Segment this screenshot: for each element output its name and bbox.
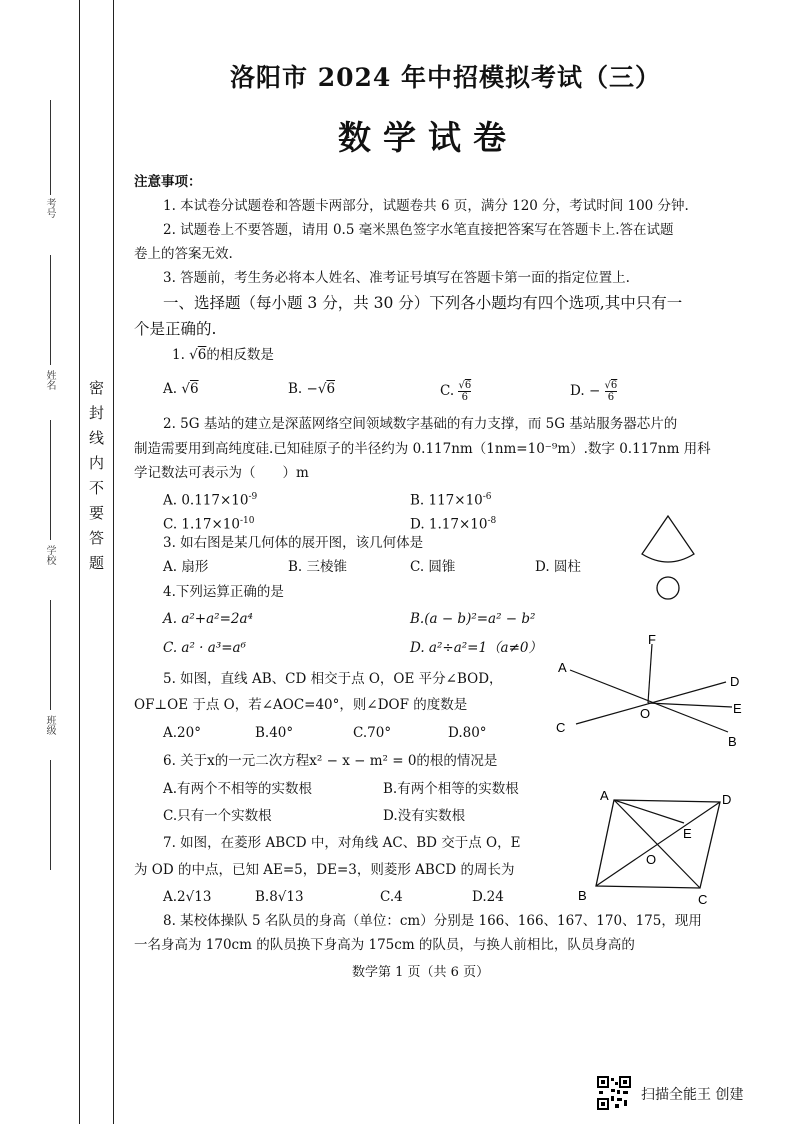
q4-stem: 4.下列运算正确的是 [163,584,284,600]
q2-line-3: 学记数法可表示为（ ）m [134,465,309,481]
q1-option-b[interactable]: B. −√6 [288,381,336,397]
blank-exam-number [50,100,51,195]
blank-school [50,420,51,540]
label-o: O [646,852,657,867]
label-e: E [683,826,692,841]
q5-option-a[interactable]: A.20° [163,725,201,741]
q7-line-1: 7. 如图，在菱形 ABCD 中，对角线 AC、BD 交于点 O，E [163,835,521,851]
q3-stem: 3. 如右图是某几何体的展开图，该几何体是 [163,535,424,551]
binding-line-1 [79,0,80,1124]
q4-option-a[interactable]: A. a²+a²=2a⁴ [163,611,253,627]
q8-line-2: 一名身高为 170cm 的队员换下身高为 175cm 的队员，与换人前相比，队员身高的 [134,937,635,953]
q7-line-2: 为 OD 的中点，已知 AE=5，DE=3，则菱形 ABCD 的周长为 [134,862,515,878]
ray-of [648,644,652,703]
label-name: 姓名 [44,370,55,390]
page-footer: 数学第 1 页（共 6 页） [352,965,490,980]
q7-option-b[interactable]: B.8√13 [255,889,304,905]
q5-option-d[interactable]: D.80° [448,725,487,741]
q2-option-a[interactable]: A. $0.117\times 10^{-9}$ [163,492,258,509]
q7-option-a[interactable]: A.2√13 [163,889,212,905]
q3-figure-cone-net [628,512,708,602]
q7-option-c[interactable]: C.4 [380,889,403,905]
blank-name [50,255,51,365]
section1-heading: 一、选择题（每小题 3 分，共 30 分）下列各小题均有四个选项,其中只有一 [163,294,683,312]
q3-option-c[interactable]: C. 圆锥 [410,559,456,575]
section1-heading-cont: 个是正确的. [134,320,217,338]
q2-option-b[interactable]: B. $117\times 10^{-6}$ [410,492,492,509]
label-a: A [600,788,609,803]
notice-item-2: 2. 试题卷上不要答题，请用 0.5 毫米黑色签字水笔直接把答案写在答题卡上.答在试题 [163,222,674,238]
q2-option-c[interactable]: C. $1.17\times 10^{-10}$ [163,516,255,533]
q1-option-a[interactable]: A. √6 [163,381,199,397]
q1-stem: 1. √6的相反数是 [172,347,274,363]
seal-text: 密封线内不要答题 [87,380,105,580]
q5-option-b[interactable]: B.40° [255,725,294,741]
binding-line-2 [113,0,114,1124]
q6-option-c[interactable]: C.只有一个实数根 [163,808,272,824]
label-c: C [556,720,566,735]
label-b: B [728,734,737,749]
cone-sector-shape [642,516,694,562]
watermark-text: 扫描全能王 创建 [641,1087,744,1103]
q7-figure-rhombus [570,786,750,906]
blank-class [50,600,51,710]
label-d: D [722,792,732,807]
label-o: O [640,706,651,721]
q4-option-c[interactable]: C. a² · a³=a⁶ [163,640,246,656]
q1-option-c[interactable]: C. $\frac{√6}{6}$ [440,380,472,403]
q6-option-d[interactable]: D.没有实数根 [383,808,466,824]
q5-figure-lines [550,630,750,750]
q8-line-1: 8. 某校体操队 5 名队员的身高（单位：cm）分别是 166、166、167、170、175，现用 [163,913,702,929]
q4-option-d[interactable]: D. a²÷a²=1（a≠0） [410,640,543,656]
q2-line-2: 制造需要用到高纯度硅.已知硅原子的半径约为 0.117nm（1nm=10⁻⁹m）.数字 0.117nm 用科 [134,441,711,457]
label-exam-number: 考号 [44,198,55,218]
q3-option-b[interactable]: B. 三棱锥 [288,559,348,575]
page-subtitle: 数学试卷 [338,118,518,157]
q3-option-d[interactable]: D. 圆柱 [535,559,581,575]
notice-item-1: 1. 本试卷分试题卷和答题卡两部分，试题卷共 6 页，满分 120 分，考试时间 100 分钟. [163,198,689,214]
q4-option-b[interactable]: B.(a − b)²=a² − b² [410,611,536,627]
label-e: E [733,701,742,716]
label-school: 学校 [44,545,55,565]
page-title: 洛阳市 2024 年中招模拟考试（三） [230,63,661,92]
label-class: 班级 [44,715,55,735]
q5-line-2: OF⊥OE 于点 O，若∠AOC=40°，则∠DOF 的度数是 [134,697,468,713]
label-a: A [558,660,567,675]
q2-option-d[interactable]: D. $1.17\times 10^{-8}$ [410,516,497,533]
qr-code-icon [597,1076,631,1110]
blank-extra [50,760,51,870]
q5-line-1: 5. 如图，直线 AB、CD 相交于点 O，OE 平分∠BOD， [163,671,503,687]
q7-option-d[interactable]: D.24 [472,889,504,905]
q3-option-a[interactable]: A. 扇形 [163,559,209,575]
label-b: B [578,888,587,903]
q6-option-a[interactable]: A.有两个不相等的实数根 [163,781,313,797]
q5-option-c[interactable]: C.70° [353,725,392,741]
q2-line-1: 2. 5G 基站的建立是深蓝网络空间领域数字基础的有力支撑，而 5G 基站服务器芯片的 [163,416,678,432]
line-ab [570,670,728,732]
label-c: C [698,892,708,906]
notice-item-2-cont: 卷上的答案无效. [134,246,233,262]
notice-heading: 注意事项： [134,174,202,190]
label-f: F [648,632,656,647]
q6-stem: 6. 关于x的一元二次方程x² − x − m² = 0的根的情况是 [163,753,498,769]
label-d: D [730,674,740,689]
q6-option-b[interactable]: B.有两个相等的实数根 [383,781,519,797]
q1-option-d[interactable]: D. − $\frac{√6}{6}$ [570,380,618,403]
notice-item-3: 3. 答题前，考生务必将本人姓名、准考证号填写在答题卡第一面的指定位置上. [163,270,630,286]
cone-base-circle [657,577,679,599]
